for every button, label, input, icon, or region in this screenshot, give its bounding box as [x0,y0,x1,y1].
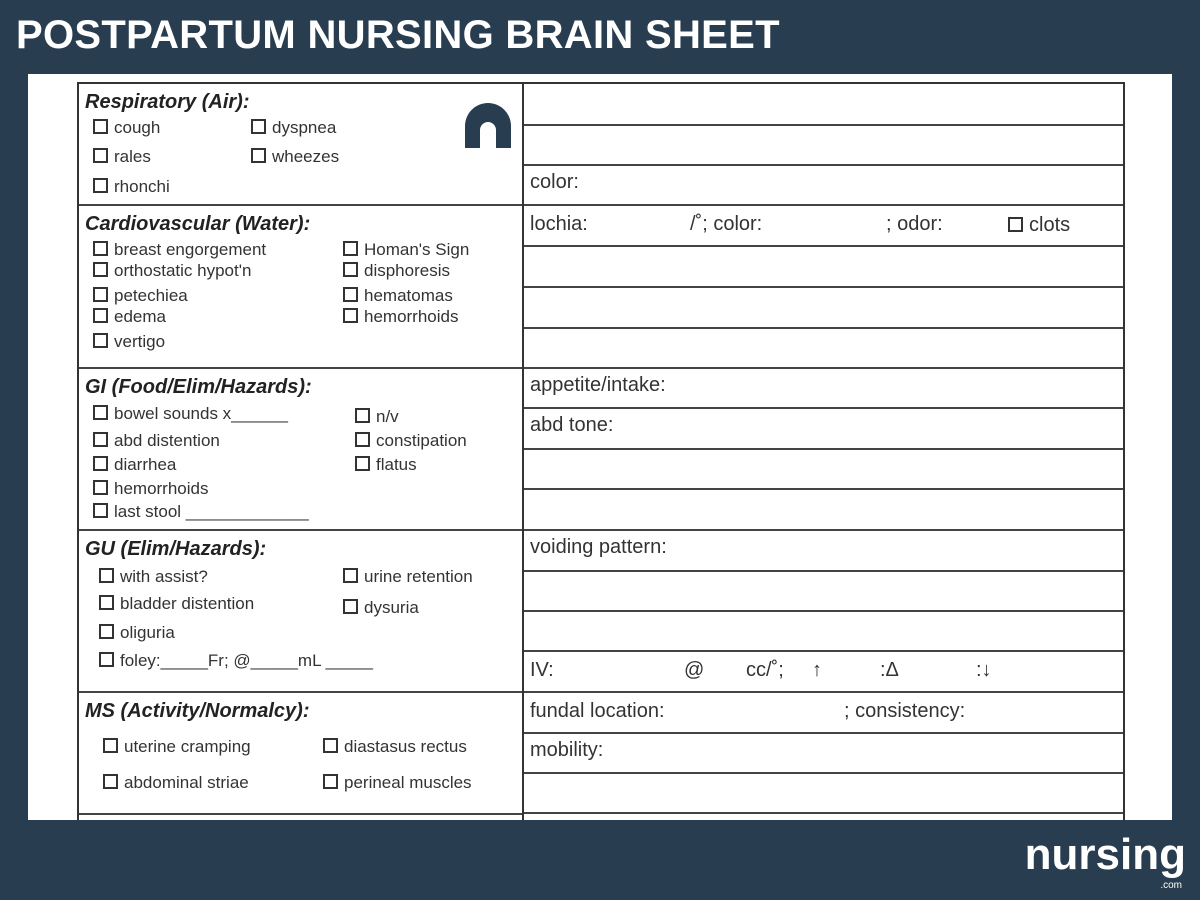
blank-row[interactable] [524,124,1123,164]
blank-row[interactable] [524,570,1123,610]
iv-row[interactable] [524,650,1123,691]
section-heading: Respiratory (Air): [85,91,250,113]
abd-tone-row[interactable] [524,407,1123,448]
lochia-row[interactable] [524,204,1123,245]
blank-row[interactable] [524,84,1123,124]
checkbox-uterine-cramping[interactable]: uterine cramping [103,737,251,756]
arrow-down-icon: :↓ [976,659,992,681]
section-respiratory [79,84,522,204]
section-gu [79,529,522,691]
lochia-odor-label: ; odor: [886,213,943,235]
checkbox-wheezes[interactable]: wheezes [251,147,339,166]
nursing-com-logo [1016,832,1186,894]
blank-row[interactable] [524,812,1123,820]
checkbox-rales[interactable]: rales [93,147,151,166]
fundal-row[interactable] [524,691,1123,732]
mobility-row[interactable] [524,732,1123,772]
consistency-label: ; consistency: [844,700,966,722]
color-label: color: [530,171,579,193]
blank-row[interactable] [524,772,1123,812]
blank-row[interactable] [524,245,1123,286]
brand-suffix: .com [1160,880,1182,891]
section-ms [79,691,522,820]
checkbox-bowel-sounds[interactable]: bowel sounds x______ [93,404,288,423]
iv-at-label: @ [684,659,705,681]
checkbox-dysuria[interactable]: dysuria [343,598,419,617]
blank-row[interactable] [524,488,1123,529]
iv-label: IV: [530,659,554,681]
checkbox-abd-distention[interactable]: abd distention [93,431,220,450]
checkbox-disphoresis[interactable]: disphoresis [343,261,450,280]
checkbox-rhonchi[interactable]: rhonchi [93,177,170,196]
section-cardiovascular [79,204,522,367]
row-divider [79,813,522,815]
checkbox-hematomas[interactable]: hematomas [343,286,453,305]
delta-icon: :Δ [880,659,899,681]
appetite-label: appetite/intake: [530,374,666,396]
checkbox-edema[interactable]: edema [93,307,166,326]
appetite-row[interactable] [524,367,1123,407]
fundal-label: fundal location: [530,700,665,722]
checkbox-hemorrhoids[interactable]: hemorrhoids [343,307,459,326]
checkbox-with-assist[interactable]: with assist? [99,567,208,586]
checkbox-diarrhea[interactable]: diarrhea [93,455,176,474]
checkbox-constipation[interactable]: constipation [355,431,467,450]
checkbox-homans-sign[interactable]: Homan's Sign [343,240,469,259]
iv-rate-label: cc/˚; [746,659,784,681]
voiding-label: voiding pattern: [530,536,667,558]
arrow-up-icon: ↑ [812,659,822,681]
section-gi [79,367,522,529]
checkbox-foley[interactable]: foley:_____Fr; @_____mL _____ [99,651,373,670]
blank-row[interactable] [524,610,1123,650]
checkbox-bladder-distention[interactable]: bladder distention [99,594,254,613]
checkbox-last-stool[interactable]: last stool _____________ [93,502,309,521]
blank-row[interactable] [524,327,1123,367]
checkbox-hemorrhoids[interactable]: hemorrhoids [93,479,209,498]
checkbox-cough[interactable]: cough [93,118,160,137]
checkbox-nausea-vomiting[interactable]: n/v [355,407,399,426]
voiding-row[interactable] [524,529,1123,570]
color-row[interactable] [524,164,1123,204]
checkbox-petechiea[interactable]: petechiea [93,286,188,305]
lochia-color-label: /˚; color: [690,213,763,235]
checkbox-breast-engorgement[interactable]: breast engorgement [93,240,266,259]
section-heading: Cardiovascular (Water): [85,213,311,235]
page-title: POSTPARTUM NURSING BRAIN SHEET [16,13,780,57]
checkbox-abdominal-striae[interactable]: abdominal striae [103,773,249,792]
checkbox-flatus[interactable]: flatus [355,455,417,474]
nursing-logo-icon [465,102,511,148]
checkbox-clots[interactable]: clots [1008,214,1070,236]
section-heading: MS (Activity/Normalcy): [85,700,310,722]
blank-row[interactable] [524,286,1123,327]
blank-row[interactable] [524,448,1123,488]
checkbox-orthostatic-hypotension[interactable]: orthostatic hypot'n [93,261,251,280]
checkbox-vertigo[interactable]: vertigo [93,332,165,351]
mobility-label: mobility: [530,739,604,761]
checkbox-dyspnea[interactable]: dyspnea [251,118,336,137]
section-heading: GI (Food/Elim/Hazards): [85,376,312,398]
brain-sheet [28,74,1172,820]
abd-tone-label: abd tone: [530,414,614,436]
assessment-table [77,82,1125,820]
checkbox-urine-retention[interactable]: urine retention [343,567,473,586]
section-heading: GU (Elim/Hazards): [85,538,267,560]
checkbox-perineal-muscles[interactable]: perineal muscles [323,773,472,792]
brand-name: nursing [1024,830,1186,879]
checkbox-diastasus-rectus[interactable]: diastasus rectus [323,737,467,756]
checkbox-oliguria[interactable]: oliguria [99,623,175,642]
lochia-label: lochia: [530,213,588,235]
